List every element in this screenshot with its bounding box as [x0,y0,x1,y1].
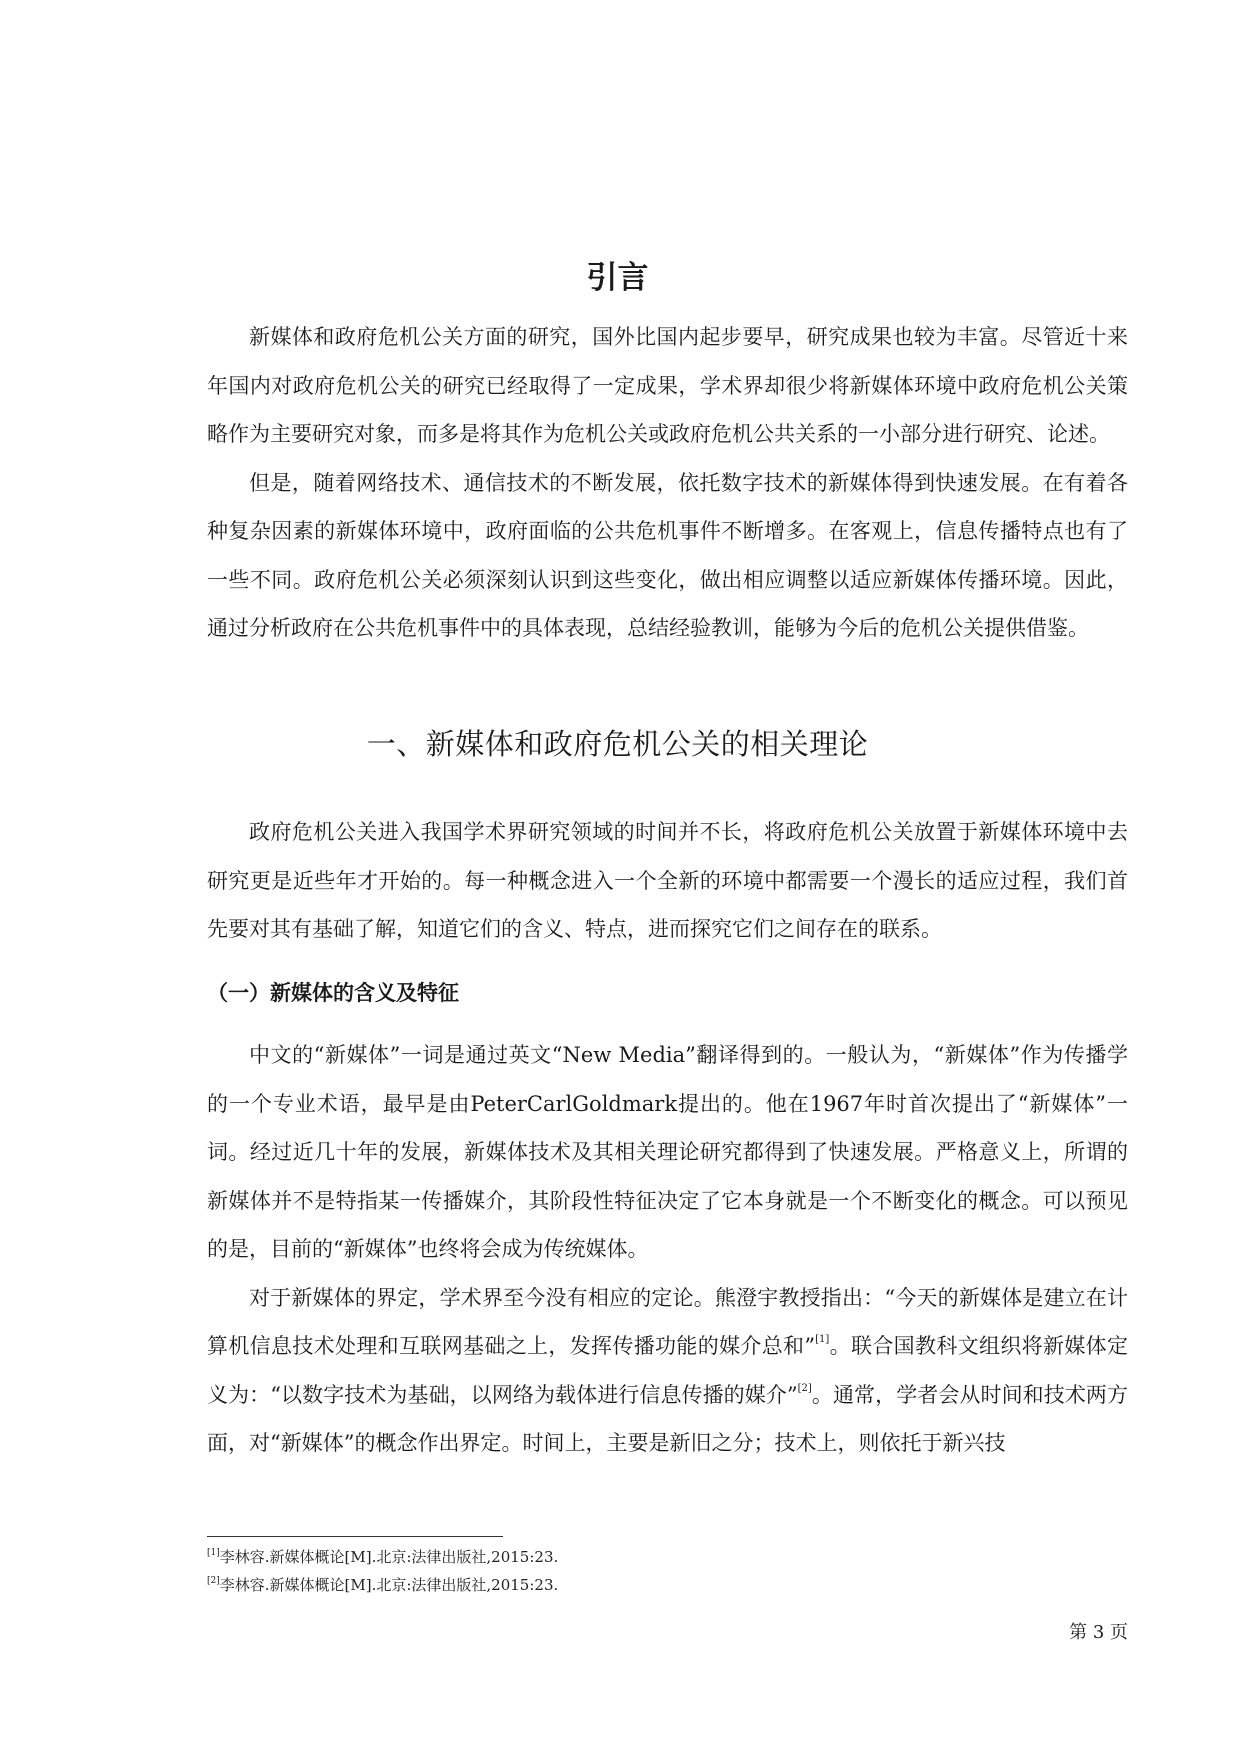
footnote-mark: [2] [207,1576,220,1586]
footnote-divider [207,1536,503,1537]
section-1-heading: 一、新媒体和政府危机公关的相关理论 [366,727,869,761]
section-1-body [207,808,1128,954]
intro-heading: 引言 [586,260,649,296]
footnote-1 [207,1543,558,1571]
footnote-text: 李林容.新媒体概论[M].北京:法律出版社,2015:23. [219,1576,559,1594]
subsection-paragraph-1: 中文的“新媒体”一词是通过英文“New Media”翻译得到的。一般认为，“新媒体”作为传播学的一个专业术语，最早是由PeterCarlGoldmark提出的。他在1967年时首次提出了“新媒体”一词。经过近几十年的发展，新媒体技术及其相关理论研究都得到了快速发展。严格意义上，所谓的新媒体并不是特指某一传播媒介，其阶段性特征决定了它本身就是一个不断变化的概念。可以预见的是，目前的“新媒体”也终将会成为传统媒体。 [207,1043,1128,1261]
page-number: 第 3 页 [1069,1622,1128,1643]
subsection-1-heading: （一）新媒体的含义及特征 [207,981,459,1005]
footnote-ref-2[interactable]: [2] [797,1382,812,1394]
paragraph-text-part-3: 。通常，学者会从时间和技术两方面，对“新媒体”的概念作出界定。时间上，主要是新旧之分；技术上，则依托于新兴技 [207,1382,1128,1455]
subsection-paragraph-2 [207,1274,1128,1468]
intro-body [207,313,1128,653]
section-1-paragraph-1: 政府危机公关进入我国学术界研究领域的时间并不长，将政府危机公关放置于新媒体环境中去研究更是近些年才开始的。每一种概念进入一个全新的环境中都需要一个漫长的适应过程，我们首先要对其有基础了解，知道它们的含义、特点，进而探究它们之间存在的联系。 [207,820,1128,941]
intro-paragraph-2: 但是，随着网络技术、通信技术的不断发展，依托数字技术的新媒体得到快速发展。在有着各种复杂因素的新媒体环境中，政府面临的公共危机事件不断增多。在客观上，信息传播特点也有了一些不同。政府危机公关必须深刻认识到这些变化，做出相应调整以适应新媒体传播环境。因此，通过分析政府在公共危机事件中的具体表现，总结经验教训，能够为今后的危机公关提供借鉴。 [207,470,1128,640]
paragraph-text-part-1: 对于新媒体的界定，学术界至今没有相应的定论。熊澄宇教授指出：“今天的新媒体是建立在计算机信息技术处理和互联网基础之上，发挥传播功能的媒介总和” [207,1285,1128,1358]
intro-paragraph-1: 新媒体和政府危机公关方面的研究，国外比国内起步要早，研究成果也较为丰富。尽管近十来年国内对政府危机公关的研究已经取得了一定成果，学术界却很少将新媒体环境中政府危机公关策略作为主要研究对象，而多是将其作为危机公关或政府危机公共关系的一小部分进行研究、论述。 [207,325,1128,446]
footnote-2 [207,1571,558,1599]
footnotes [207,1543,558,1599]
paragraph-text-part-2: 。联合国教科文组织将新媒体定义为：“以数字技术为基础，以网络为载体进行信息传播的媒介” [207,1334,1129,1407]
subsection-1-body [207,1031,1128,1468]
footnote-mark: [1] [207,1548,220,1558]
footnote-text: 李林容.新媒体概论[M].北京:法律出版社,2015:23. [219,1548,559,1566]
footnote-ref-1[interactable]: [1] [815,1334,830,1345]
